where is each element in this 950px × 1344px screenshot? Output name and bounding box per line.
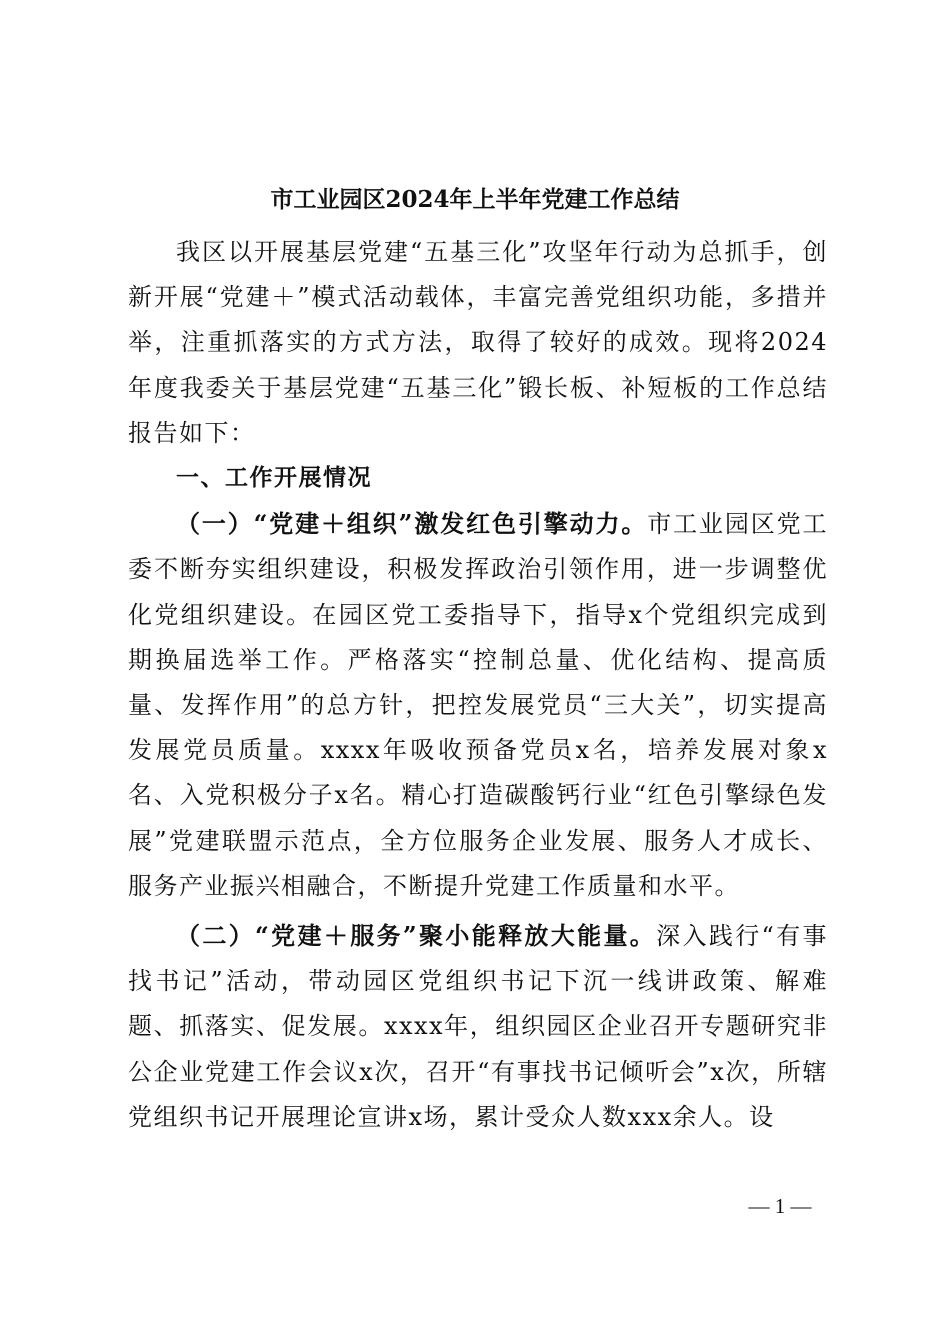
item-body-1: 市工业园区党工委不断夯实组织建设，积极发挥政治引领作用，进一步调整优化党组织建设。在园区党工委指导下，指导x个党组织完成到期换届选举工作。严格落实“控制总量、优化结构、提高质量、发挥作用”的总方针，把控发展党员“三大关”，切实提高发展党员质量。xxxx年吸收预备党员x名，培养发展对象x名、入党积极分子x名。精心打造碳酸钙行业“红色引擎绿色发展”党建联盟示范点，全方位服务企业发展、服务人才成长、服务产业振兴相融合，不断提升党建工作质量和水平。 — [128, 510, 829, 900]
item-paragraph-1 — [128, 501, 828, 909]
page-number: — 1 — — [748, 1194, 812, 1218]
item-lead-1: （一）“党建＋组织”激发红色引擎动力。 — [176, 509, 648, 539]
intro-paragraph: 我区以开展基层党建“五基三化”攻坚年行动为总抓手，创新开展“党建＋”模式活动载体，丰富完善党组织功能，多措并举，注重抓落实的方式方法，取得了较好的成效。现将2024年度我委关于基层党建“五基三化”锻长板、补短板的工作总结报告如下： — [128, 238, 828, 447]
item-paragraph-2 — [128, 913, 828, 1140]
item-body-2: 深入践行“有事找书记”活动，带动园区党组织书记下沉一线讲政策、解难题、抓落实、促发展。xxxx年，组织园区企业召开专题研究非公企业党建工作会议x次，召开“有事找书记倾听会”x次，所辖党组织书记开展理论宣讲x场，累计受众人数xxx余人。设 — [128, 922, 828, 1131]
document-title: 市工业园区2024年上半年党建工作总结 — [270, 186, 680, 213]
document-body — [128, 200, 828, 1140]
item-lead-2: （二）“党建＋服务”聚小能释放大能量。 — [176, 921, 657, 951]
section-heading: 一、工作开展情况 — [176, 465, 372, 492]
